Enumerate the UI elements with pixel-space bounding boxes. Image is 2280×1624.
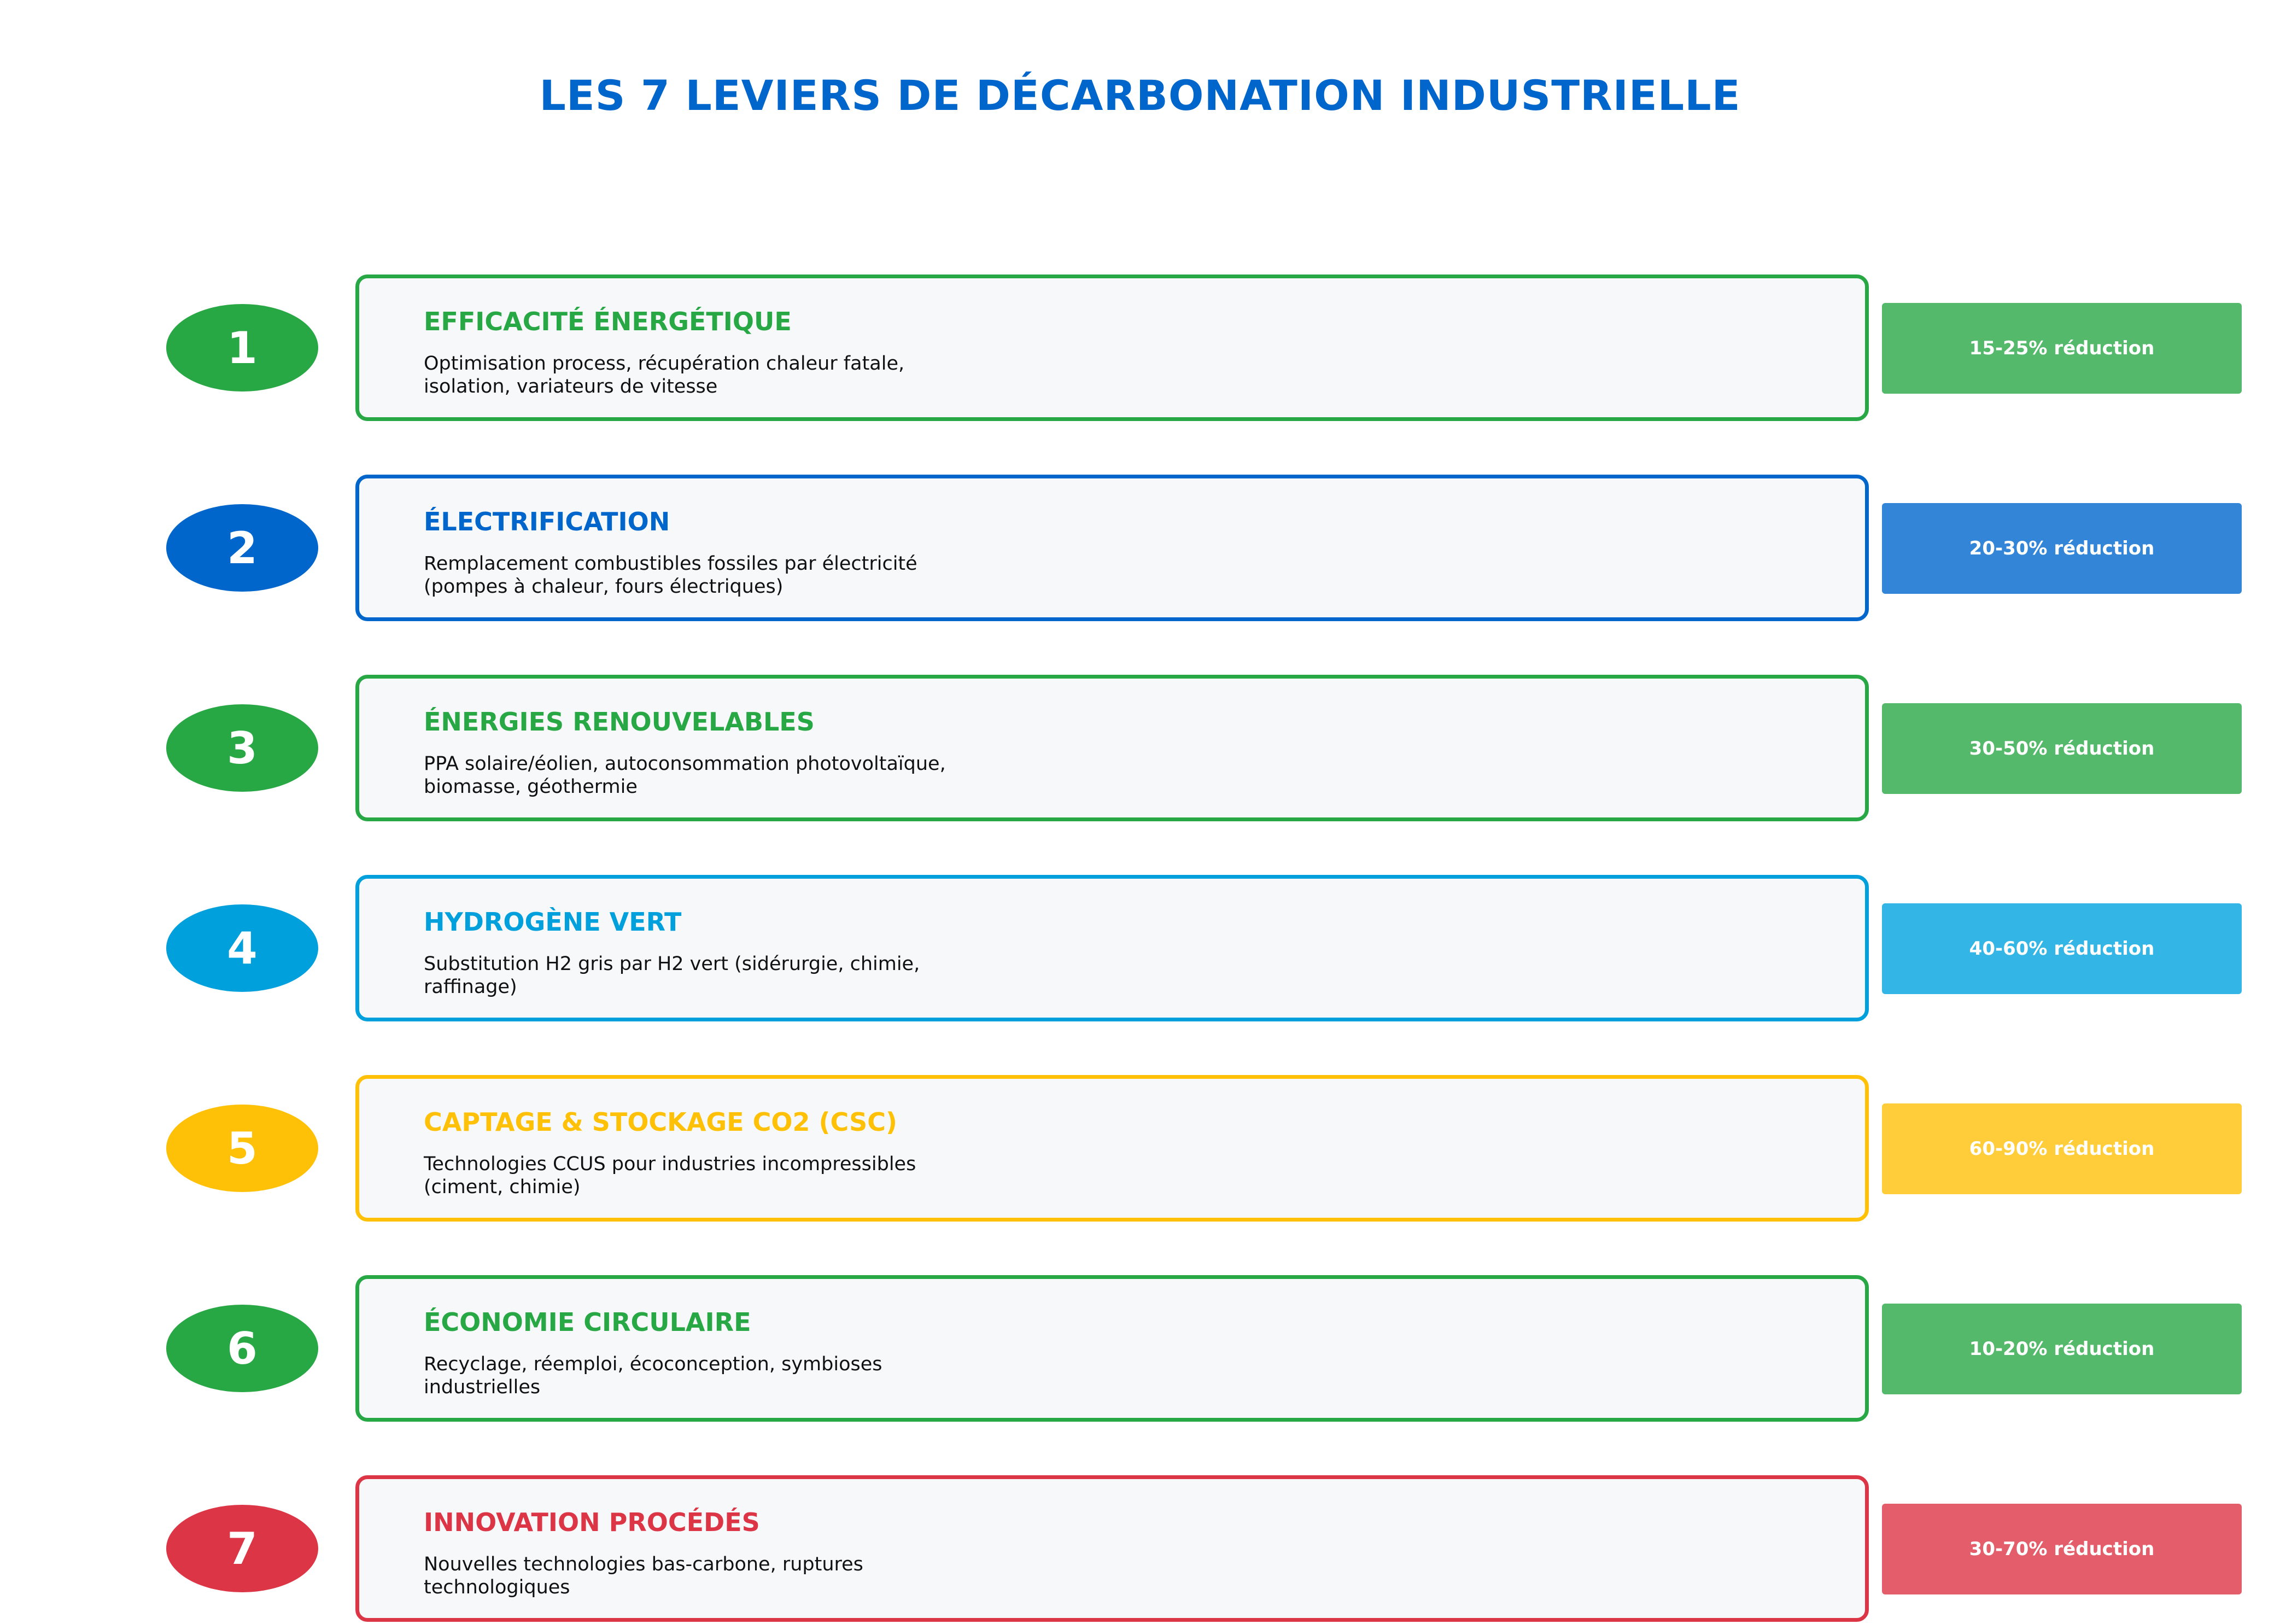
lever-description-line: Recyclage, réemploi, écoconception, symbioses <box>424 1353 882 1375</box>
lever-description <box>424 752 1135 798</box>
lever-description-line: raffinage) <box>424 976 517 998</box>
lever-title: HYDROGÈNE VERT <box>424 907 682 937</box>
lever-row-1 <box>0 274 2280 422</box>
lever-description-line: PPA solaire/éolien, autoconsommation photovoltaïque, <box>424 753 946 775</box>
reduction-badge: 30-70% réduction <box>1882 1504 2242 1594</box>
reduction-badge: 60-90% réduction <box>1882 1103 2242 1194</box>
lever-title: ÉLECTRIFICATION <box>424 507 670 536</box>
lever-description <box>424 1553 1135 1599</box>
lever-title: ÉNERGIES RENOUVELABLES <box>424 707 815 737</box>
lever-description-line: isolation, variateurs de vitesse <box>424 376 718 398</box>
lever-title: INNOVATION PROCÉDÉS <box>424 1508 760 1537</box>
lever-description <box>424 552 1135 598</box>
lever-description-line: Optimisation process, récupération chaleur fatale, <box>424 353 905 375</box>
lever-card <box>355 1075 1869 1222</box>
lever-card <box>355 1475 1869 1622</box>
lever-number-badge: 7 <box>166 1505 318 1592</box>
lever-title: CAPTAGE & STOCKAGE CO2 (CSC) <box>424 1107 898 1137</box>
lever-description-line: Nouvelles technologies bas-carbone, ruptures <box>424 1553 863 1575</box>
lever-description <box>424 352 1135 398</box>
lever-description <box>424 1353 1135 1399</box>
lever-description-line: Technologies CCUS pour industries incompressibles <box>424 1153 916 1175</box>
lever-number-badge: 5 <box>166 1105 318 1192</box>
lever-row-5 <box>0 1075 2280 1223</box>
lever-description-line: (ciment, chimie) <box>424 1176 581 1198</box>
lever-description-line: (pompes à chaleur, fours électriques) <box>424 576 784 598</box>
lever-description-line: Remplacement combustibles fossiles par électricité <box>424 553 917 575</box>
lever-number-badge: 3 <box>166 704 318 792</box>
lever-row-2 <box>0 475 2280 622</box>
lever-description-line: technologiques <box>424 1576 570 1598</box>
lever-card <box>355 875 1869 1021</box>
lever-description-line: industrielles <box>424 1376 541 1398</box>
page-title: LES 7 LEVIERS DE DÉCARBONATION INDUSTRIELLE <box>539 71 1741 120</box>
lever-number-badge: 4 <box>166 904 318 992</box>
lever-row-7 <box>0 1475 2280 1623</box>
reduction-badge: 20-30% réduction <box>1882 503 2242 594</box>
lever-description-line: Substitution H2 gris par H2 vert (sidérurgie, chimie, <box>424 953 920 975</box>
lever-number-badge: 2 <box>166 504 318 592</box>
reduction-badge: 10-20% réduction <box>1882 1304 2242 1394</box>
lever-card <box>355 274 1869 421</box>
lever-title: ÉCONOMIE CIRCULAIRE <box>424 1307 751 1337</box>
reduction-badge: 15-25% réduction <box>1882 303 2242 394</box>
lever-card <box>355 675 1869 821</box>
lever-card <box>355 1275 1869 1422</box>
lever-card <box>355 475 1869 621</box>
lever-title: EFFICACITÉ ÉNERGÉTIQUE <box>424 307 792 336</box>
reduction-badge: 30-50% réduction <box>1882 703 2242 794</box>
lever-number-badge: 6 <box>166 1305 318 1392</box>
lever-row-4 <box>0 875 2280 1023</box>
lever-description-line: biomasse, géothermie <box>424 776 638 798</box>
lever-number-badge: 1 <box>166 304 318 392</box>
lever-row-6 <box>0 1275 2280 1423</box>
lever-description <box>424 953 1135 998</box>
reduction-badge: 40-60% réduction <box>1882 903 2242 994</box>
lever-row-3 <box>0 675 2280 822</box>
lever-description <box>424 1153 1135 1199</box>
